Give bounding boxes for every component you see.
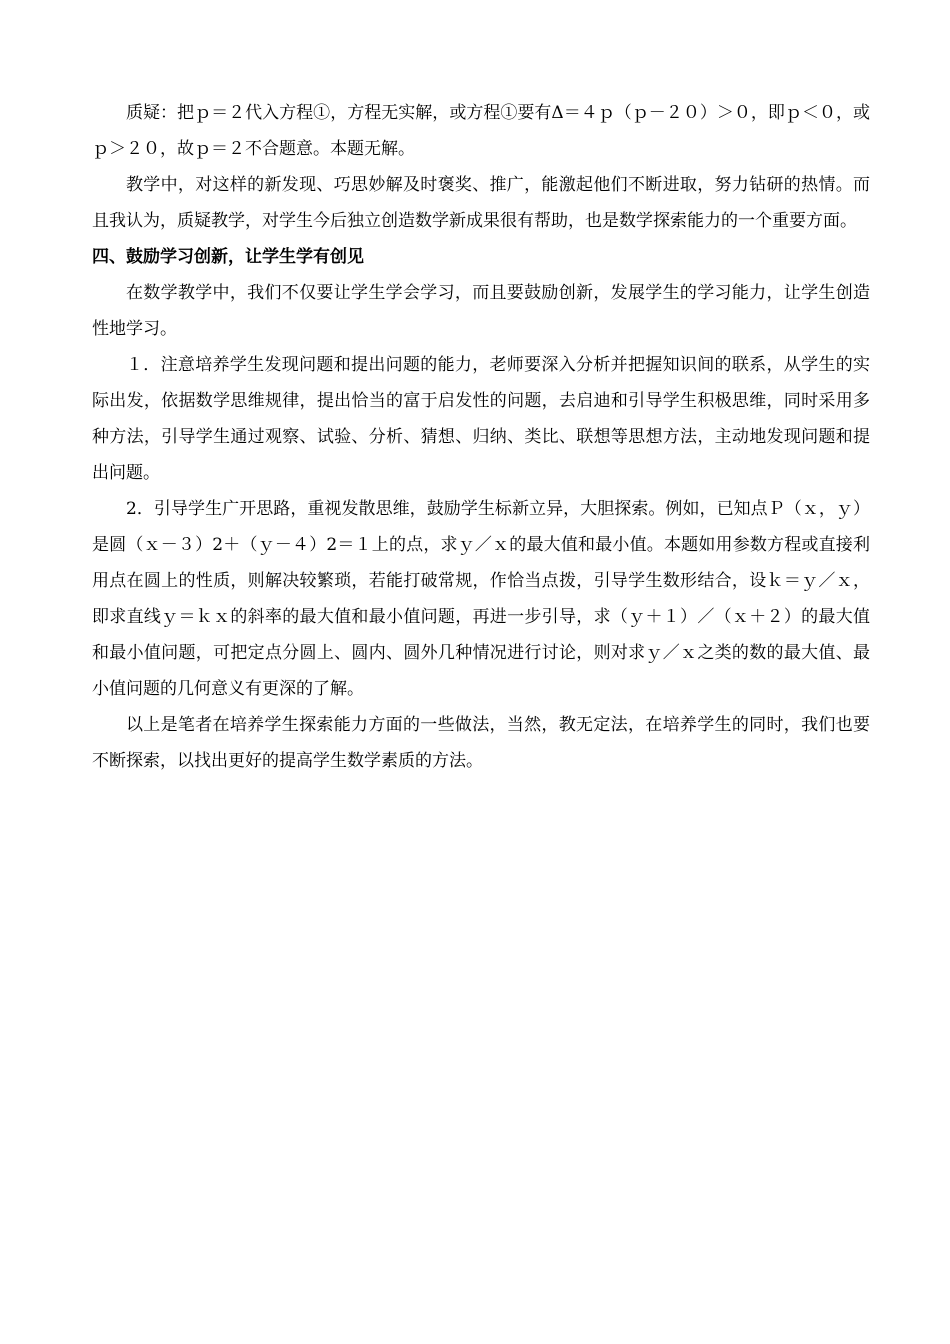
paragraph-point-2: 2．引导学生广开思路，重视发散思维，鼓励学生标新立异，大胆探索。例如，已知点Ｐ（ｘ，ｙ）是圆（ｘ－３）2＋（ｙ－４）2＝１上的点，求ｙ／ｘ的最大值和最小值。本题如用参数方程或直接利用点在圆上的性质，则解决较繁琐，若能打破常规，作恰当点拨，引导学生数形结合，设ｋ＝ｙ／ｘ，即求直线ｙ＝ｋｘ的斜率的最大值和最小值问题，再进一步引导，求（ｙ＋１）／（ｘ＋２）的最大值和最小值问题，可把定点分圆上、圆内、圆外几种情况进行讨论，则对求ｙ／ｘ之类的数的最大值、最小值问题的几何意义有更深的了解。 [92, 499, 870, 699]
paragraph-intro: 在数学教学中，我们不仅要让学生学会学习，而且要鼓励创新，发展学生的学习能力，让学生创造性地学习。 [92, 283, 870, 339]
section-heading-four: 四、鼓励学习创新，让学生学有创见 [92, 247, 364, 267]
document-body [92, 95, 870, 779]
paragraph-conclusion: 以上是笔者在培养学生探索能力方面的一些做法，当然，教无定法，在培养学生的同时，我们也要不断探索，以找出更好的提高学生数学素质的方法。 [92, 715, 870, 771]
paragraph-query: 质疑：把ｐ＝２代入方程①，方程无实解，或方程①要有Δ＝４ｐ（ｐ－２０）＞０，即ｐ＜０，或ｐ＞２０，故ｐ＝２不合题意。本题无解。 [92, 103, 870, 159]
paragraph-point-1: １．注意培养学生发现问题和提出问题的能力，老师要深入分析并把握知识间的联系，从学生的实际出发，依据数学思维规律，提出恰当的富于启发性的问题，去启迪和引导学生积极思维，同时采用多种方法，引导学生通过观察、试验、分析、猜想、归纳、类比、联想等思想方法，主动地发现问题和提出问题。 [92, 355, 870, 483]
paragraph-teaching: 教学中，对这样的新发现、巧思妙解及时褒奖、推广，能激起他们不断进取，努力钻研的热情。而且我认为，质疑教学，对学生今后独立创造数学新成果很有帮助，也是数学探索能力的一个重要方面。 [92, 175, 870, 231]
